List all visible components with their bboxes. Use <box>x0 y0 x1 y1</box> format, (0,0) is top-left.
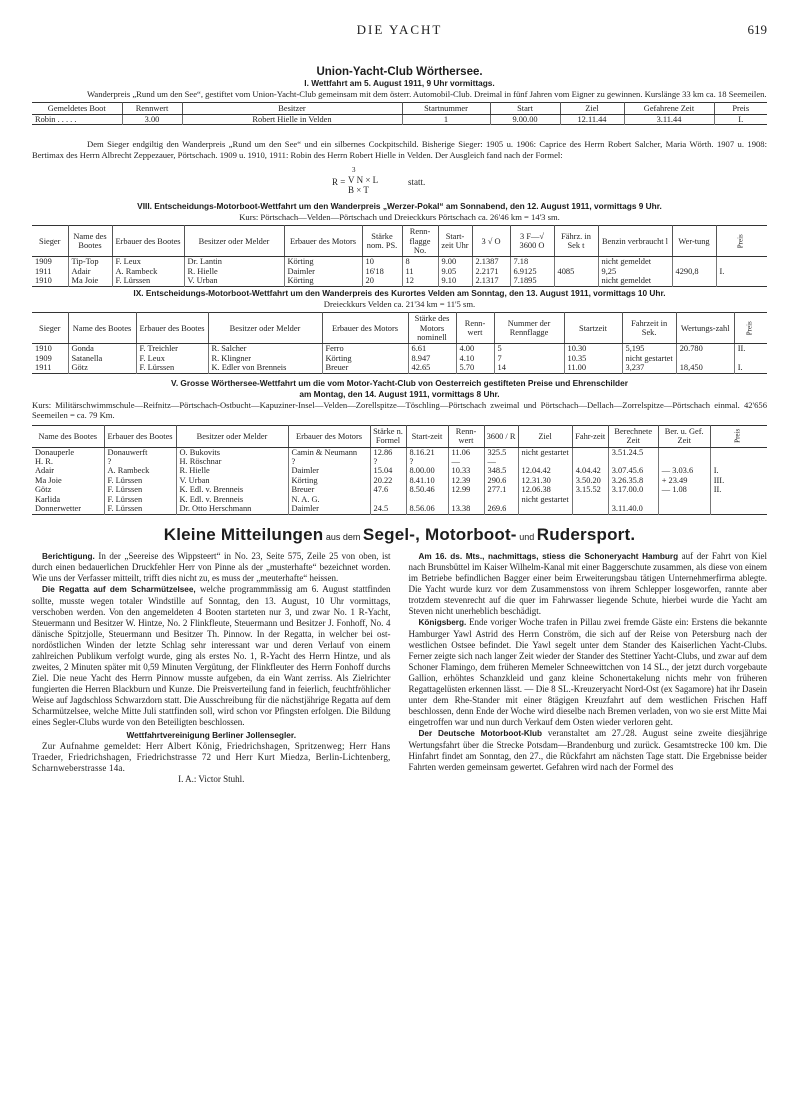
table-row <box>32 344 767 354</box>
formula-denominator: B × T <box>348 184 369 195</box>
table-cell: 3,237 <box>622 363 676 373</box>
table-cell: R. Hielle <box>184 267 284 276</box>
col-header: Renn-wert <box>448 425 484 447</box>
table-row <box>32 354 767 363</box>
table-cell: 16'18 <box>362 267 402 276</box>
col-header: Preis <box>710 425 767 447</box>
table-cell: ? <box>370 457 406 466</box>
table-cell <box>658 504 710 514</box>
berichtigung-paragraph <box>32 551 391 585</box>
table-cell: Götz <box>68 363 136 373</box>
table-cell <box>572 495 608 504</box>
race-1-table <box>32 102 767 126</box>
table-cell: R. Hielle <box>176 466 288 475</box>
table-cell: Adair <box>35 466 55 476</box>
col-header: Ziel <box>560 102 624 114</box>
table-row <box>32 476 767 485</box>
table-row <box>32 504 767 514</box>
col-header: Startzeit <box>564 313 622 344</box>
table-cell: Tip-Top <box>68 257 112 267</box>
race-1-body <box>32 115 767 125</box>
scharmuetzelsee-paragraph <box>32 584 391 727</box>
race-5-header-row <box>32 425 767 447</box>
table-cell: 5 <box>494 344 564 354</box>
table-cell: — 1.08 <box>658 485 710 494</box>
table-cell: A. Rambeck <box>112 267 184 276</box>
col-header: Erbauer des Motors <box>284 226 362 257</box>
table-cell: 42.65 <box>408 363 456 373</box>
table-cell: 3.51.24.5 <box>608 447 658 457</box>
table-cell: F. Leux <box>136 354 208 363</box>
table-cell: O. Bukovits <box>176 447 288 457</box>
table-cell: Donauwerft <box>104 447 176 457</box>
table-cell: F. Lürssen <box>136 363 208 373</box>
table-cell <box>672 257 716 267</box>
table-cell: 3.11.44 <box>624 115 714 125</box>
table-cell: F. Lürssen <box>104 476 176 485</box>
table-cell: 2.1387 <box>472 257 510 267</box>
table-cell: 3.07.45.6 <box>608 466 658 475</box>
table-cell <box>676 354 734 363</box>
table-cell: F. Lürssen <box>112 276 184 286</box>
table-cell: 10.35 <box>564 354 622 363</box>
two-column-body <box>32 551 767 785</box>
right-column <box>409 551 768 785</box>
table-cell: nicht gestartet <box>622 354 676 363</box>
table-cell: 1910 <box>35 276 52 286</box>
table-cell: Ma Joie <box>35 475 62 485</box>
table-cell: R. Klingner <box>208 354 322 363</box>
table-cell: 325.5 <box>484 447 518 457</box>
table-cell: 4290,8 <box>672 267 716 276</box>
col-header: Stärke des Motors nominell <box>408 313 456 344</box>
table-cell: 8.947 <box>408 354 456 363</box>
table-cell: 1910 <box>35 344 52 354</box>
table-cell: Donauperle <box>35 447 75 457</box>
motorboot-klub-paragraph <box>409 728 768 773</box>
col-header: Name des Bootes <box>32 425 104 447</box>
table-cell: 4.04.42 <box>572 466 608 475</box>
table-cell: 9.00 <box>438 257 472 267</box>
table-cell: Götz <box>35 485 52 495</box>
table-cell: 13.38 <box>448 504 484 514</box>
table-cell <box>710 447 767 457</box>
table-row <box>32 363 767 373</box>
col-header: Besitzer oder Melder <box>176 425 288 447</box>
race-5-heading: V. Grosse Wörthersee-Wettfahrt um die vom Motor-Yacht-Club von Oesterreich gestifteten Preise und Ehrenschilder <box>171 377 628 388</box>
race-8-course: Kurs: Pörtschach—Velden—Pörtschach und Dreieckkurs Pörtschach ca. 26'46 km = 14'3 sm. <box>239 211 560 222</box>
scharmuetzelsee-lead: Die Regatta auf dem Scharmützelsee, <box>42 585 196 595</box>
table-cell <box>406 495 448 504</box>
col-header: Renn-flagge No. <box>402 226 438 257</box>
col-header: Start-zeit Uhr <box>438 226 472 257</box>
table-cell: — 3.03.6 <box>658 466 710 475</box>
scharmuetzelsee-text: welche programmmässig am 6. August stattfinden sollte, musste wegen totaler Windstille auf Sonntag, den 13. August, 10 Uhr vormittags, verschoben werden. Von den angemeldeten 4 Booten starteten nur 3, und zwar No. 1 R-Yacht, Steuermann und Besitzer W. Hintze, No. 2 Flinkfleute, Steuermann und Besitzer J. Fonhoff, No. 4 dänische Spitzjolle, Steuermann und Besitzer Th. Pinnow. In der Regatta, in welcher bei ost-nordöstlichen Winden der letzte Schlag sehr interessant war und deren Verlauf von einem zahlreichen Publikum verfolgt wurde, ging als erstes No. 1, R-Yacht des Herrn Hintze, und als zweites, 2 Minuten später mit 0,59 Minuten Vergütung, der Flinkfleuter des Herrn Fonhoff durchs Ziel. Die neue Yacht des Herrn Pinnow musste aufgeben, da ein Want zerriss. Als Zielrichter fungierten die Herren Blackburn und Kunze. Die Preisverteilung fand in feierlich, feuchtfröhlicher Weise auf Jagdschloss Schwarzdorn statt. Die Ausschreibung für die nächstjährige Regatta auf dem Scharmützelsee, welche Mitte Juli stattfinden soll, wird schon vor Pfingsten erfolgen. Die Bildung eines Segler-Clubs wurde von den Beteiligten beschlossen. <box>32 584 391 727</box>
formula <box>332 165 767 197</box>
col-header: Erbauer des Motors <box>322 313 408 344</box>
table-cell: Dr. Lantin <box>184 257 284 267</box>
table-cell: 20 <box>362 276 402 286</box>
table-cell <box>716 257 767 267</box>
col-header: 3600 / R <box>484 425 518 447</box>
table-cell: 12.86 <box>370 447 406 457</box>
table-row <box>32 466 767 475</box>
formula-lhs: R = <box>332 176 346 187</box>
col-header: Gefahrene Zeit <box>624 102 714 114</box>
table-cell: N. A. G. <box>288 495 370 504</box>
table-cell: 12.39 <box>448 476 484 485</box>
race-1-description: Wanderpreis „Rund um den See“, gestiftet vom Union-Yacht-Club gemeinsam mit dem österr. Automobil-Club. Dreimal in fünf Jahren vom Eigner zu gewinnen. Kurslänge 33 km ca. 18 Seemeilen. <box>87 89 767 99</box>
table-row <box>32 267 767 276</box>
formula-statt: statt. <box>408 176 426 187</box>
table-cell: 1909 <box>35 257 52 267</box>
col-header: Name des Bootes <box>68 313 136 344</box>
table-cell: ? <box>406 457 448 466</box>
table-cell <box>608 457 658 466</box>
table-cell: — <box>484 457 518 466</box>
table-cell: Robert Hielle in Velden <box>182 115 402 125</box>
table-cell <box>658 457 710 466</box>
col-header: Berechnete Zeit <box>608 425 658 447</box>
table-cell <box>710 495 767 504</box>
table-cell: 12.04.42 <box>518 466 572 475</box>
table-cell: 12.11.44 <box>560 115 624 125</box>
table-cell: 3.17.00.0 <box>608 485 658 494</box>
col-header: Erbauer des Bootes <box>104 425 176 447</box>
col-header: Besitzer <box>182 102 402 114</box>
table-cell: 1911 <box>35 363 52 373</box>
table-cell: 10.33 <box>448 466 484 475</box>
table-cell: 11 <box>402 267 438 276</box>
running-header <box>32 18 767 44</box>
table-cell: Karlida <box>35 494 61 504</box>
table-cell: 24.5 <box>370 504 406 514</box>
table-cell: 6.61 <box>408 344 456 354</box>
col-header: 3 √ O <box>472 226 510 257</box>
table-cell: 3.11.40.0 <box>608 504 658 514</box>
table-cell: Daimler <box>288 504 370 514</box>
table-cell: ? <box>104 457 176 466</box>
race-5-course: Kurs: Militärschwimmschule—Reifnitz—Pörtschach-Ostbucht—Kapuziner-Insel—Velden—Zorellspitze—Töschling—Pörtschach zweimal und Pörtschach—Dellach—Zorrelspitze—Pörtschach einmal. 42'656 Seemeilen = ca. 79 Km. <box>32 399 767 421</box>
table-cell: Körting <box>322 354 408 363</box>
table-cell: nicht gestartet <box>518 495 572 504</box>
section-heading-part4: und <box>519 531 535 542</box>
hamburg-text: auf der Fahrt von Kiel nach Brunsbüttel im Kaiser Wilhelm-Kanal mit einer Baggerschute zusammen, als diese von einem im Betriebe befindlichen Bagger einer beim Erweiterungsbau tätigen Unternehmerfirma ablegte. Die Yacht wurde kurz vor dem Zusammenstoss von ihrem Schlepper losgeworfen, rannte aber trotzdem stevenrecht auf die quer im Fahrwasser liegende Schute, hierbei wurde die Yacht am Steven nicht unerheblich beschädigt. <box>408 550 767 617</box>
table-cell: III. <box>710 476 767 485</box>
table-cell: 3.00 <box>122 115 182 125</box>
race-8-heading: VIII. Entscheidungs-Motorboot-Wettfahrt um den Wanderpreis „Werzer-Pokal“ am Sonnabend, den 12. August 1911, vormittags 9 Uhr. <box>137 200 662 211</box>
table-cell: 5,195 <box>622 344 676 354</box>
race-9-heading: IX. Entscheidungs-Motorboot-Wettfahrt um den Wanderpreis des Kurortes Velden am Sonntag, den 13. August 1911, vormittags 10 Uhr. <box>133 287 666 298</box>
table-cell: 12.31.30 <box>518 476 572 485</box>
table-cell: F. Lürssen <box>104 485 176 494</box>
table-cell <box>672 276 716 286</box>
table-cell <box>658 495 710 504</box>
col-header: Name des Bootes <box>68 226 112 257</box>
race-8-body <box>32 257 767 286</box>
table-row <box>32 447 767 457</box>
table-cell: 18,450 <box>676 363 734 373</box>
col-header: Erbauer des Bootes <box>112 226 184 257</box>
col-header: Wertungs-zahl <box>676 313 734 344</box>
table-cell: 9.05 <box>438 267 472 276</box>
table-row <box>32 115 767 125</box>
section-heading-part1: Kleine Mitteilungen <box>163 524 324 544</box>
table-cell: Adair <box>68 267 112 276</box>
table-cell: F. Lürssen <box>104 504 176 514</box>
table-cell: 277.1 <box>484 485 518 494</box>
table-cell: I. <box>716 267 767 276</box>
table-row <box>32 276 767 286</box>
table-cell <box>518 504 572 514</box>
table-cell: 1911 <box>35 266 52 276</box>
table-cell <box>734 354 767 363</box>
table-cell: Körting <box>284 276 362 286</box>
table-cell: 20.780 <box>676 344 734 354</box>
table-cell: 9.10 <box>438 276 472 286</box>
table-cell: 47.6 <box>370 485 406 494</box>
table-cell: I. <box>734 363 767 373</box>
table-cell: 12 <box>402 276 438 286</box>
table-cell: 2.1317 <box>472 276 510 286</box>
col-header: Ziel <box>518 425 572 447</box>
table-cell: Breuer <box>288 485 370 494</box>
table-cell: 1 <box>402 115 490 125</box>
table-cell: F. Treichler <box>136 344 208 354</box>
table-cell: 14 <box>494 363 564 373</box>
section-heading <box>32 525 767 545</box>
col-header: Besitzer oder Melder <box>184 226 284 257</box>
table-cell <box>554 276 598 286</box>
table-cell: 8.50.46 <box>406 485 448 494</box>
section-heading-part2: aus dem <box>325 531 361 542</box>
table-cell: 269.6 <box>484 504 518 514</box>
table-cell: 12.99 <box>448 485 484 494</box>
table-cell: I. <box>714 115 767 125</box>
race-9-body <box>32 344 767 373</box>
page <box>32 18 767 785</box>
club-heading: Union-Yacht-Club Wörthersee. <box>316 66 483 78</box>
table-cell: 3.15.52 <box>572 485 608 494</box>
col-header: Sieger <box>32 226 68 257</box>
table-cell: 10 <box>362 257 402 267</box>
table-cell: 8.16.21 <box>406 447 448 457</box>
table-cell: 4.00 <box>456 344 494 354</box>
col-header: Preis <box>734 313 767 344</box>
col-header: Sieger <box>32 313 68 344</box>
col-header: Preis <box>716 226 767 257</box>
table-cell: nicht gemeldet <box>598 257 672 267</box>
table-cell: 8.00.00 <box>406 466 448 475</box>
table-cell: 20.22 <box>370 476 406 485</box>
table-cell <box>572 447 608 457</box>
jollensegler-paragraph: Zur Aufnahme gemeldet: Herr Albert König, Friedrichshagen, Spritzenweg; Herr Hans Traeder, Friedrichshagen, Friedrichstrasse 72 und Herr Kurt Miedza, Berlin-Lichtenberg, Scharnweberstrasse 14a. <box>32 740 391 773</box>
table-cell: Dr. Otto Herschmann <box>176 504 288 514</box>
table-cell: nicht gemeldet <box>598 276 672 286</box>
table-cell: II. <box>710 485 767 494</box>
table-cell: 4.10 <box>456 354 494 363</box>
table-cell: V. Urban <box>176 476 288 485</box>
table-cell: H. R. <box>35 457 53 467</box>
col-header: Renn-wert <box>456 313 494 344</box>
col-header: Fährz. in Sek t <box>554 226 598 257</box>
table-cell: 15.04 <box>370 466 406 475</box>
race-8-header-row <box>32 226 767 257</box>
table-cell: — <box>448 457 484 466</box>
table-cell: 7.1895 <box>510 276 554 286</box>
table-cell <box>554 257 598 267</box>
race-9-table <box>32 312 767 373</box>
table-cell: 8.41.10 <box>406 476 448 485</box>
table-row <box>32 457 767 466</box>
table-row <box>32 257 767 267</box>
section-heading-part3: Segel-, Motorboot- <box>362 524 517 544</box>
table-cell: 10.30 <box>564 344 622 354</box>
table-cell: 9,25 <box>598 267 672 276</box>
table-cell: Camin & Neumann <box>288 447 370 457</box>
table-cell: 348.5 <box>484 466 518 475</box>
race-1-header-row <box>32 102 767 114</box>
table-cell: ? <box>288 457 370 466</box>
hamburg-paragraph <box>409 551 768 618</box>
table-cell: 3.26.35.8 <box>608 476 658 485</box>
table-cell <box>716 276 767 286</box>
koenigsberg-text: Ende voriger Woche trafen in Pillau zwei fremde Gäste ein: Erstens die bekannte Hamburger Yawl Astrid des Herrn Conström, die sich auf der Reise von Petersburg nach der westlichen Ostsee befindet. Die Yawl segelt unter dem Stander des Kaiserlichen Yacht-Clubs. Ferner zeigte sich nach langer Zeit wieder der Stander des Stettiner Yacht-Clubs, und zwar auf dem Schoner Flamingo, dem früheren Memeler Schneewittchen von 14 SL., der jetzt durch vorgebaute Gallion, erhöhtes Schanzkleid und ganz kleine Schonertakelung nichts mehr von früheren Regattagelüsten erkennen lässt. — Die 8 SL.-Kreuzeryacht Nord-Ost (ex Sagamore) hat ihr Dasein unter dem Rhe-Stander mit einer 8tägigen Kreuzfahrt auf dem westlichen Frischen Haff beschlossen, denn Ende der Woche wird dieselbe nach Bremen verladen, von wo sie erst Mitte Mai eingetroffen war und nun durch Verkauf dem Osten wieder verloren geht. <box>408 617 767 727</box>
table-cell <box>370 495 406 504</box>
table-row <box>32 495 767 504</box>
col-header: Start-zeit <box>406 425 448 447</box>
koenigsberg-paragraph <box>409 617 768 728</box>
table-cell <box>608 495 658 504</box>
koenigsberg-lead: Königsberg. <box>418 618 467 628</box>
col-header: 3 F—√ 3600 O <box>510 226 554 257</box>
formula-numerator: V N × L <box>348 174 379 185</box>
col-header: Stärke nom. PS. <box>362 226 402 257</box>
table-cell: K. Edler von Brenneis <box>208 363 322 373</box>
table-cell: Robin . . . . . <box>35 115 77 124</box>
table-cell: Körting <box>288 476 370 485</box>
col-header: Nummer der Rennflagge <box>494 313 564 344</box>
formula-index: 3 <box>352 165 356 174</box>
col-header: Stärke n. Formel <box>370 425 406 447</box>
table-cell: I. <box>710 466 767 475</box>
formula-radical <box>348 165 378 195</box>
table-cell <box>572 504 608 514</box>
table-cell: K. Edl. v. Brenneis <box>176 485 288 494</box>
col-header: Fahrzeit in Sek. <box>622 313 676 344</box>
table-cell: Gonda <box>68 344 136 354</box>
table-cell: Breuer <box>322 363 408 373</box>
col-header: Start <box>490 102 560 114</box>
table-cell: A. Rambeck <box>104 466 176 475</box>
col-header: Wer-tung <box>672 226 716 257</box>
table-cell: 290.6 <box>484 476 518 485</box>
table-cell: 2.2171 <box>472 267 510 276</box>
table-cell <box>448 495 484 504</box>
table-cell <box>710 457 767 466</box>
col-header: Erbauer des Motors <box>288 425 370 447</box>
col-header: Startnummer <box>402 102 490 114</box>
table-cell: nicht gestartet <box>518 447 572 457</box>
race-1-heading: I. Wettfahrt am 5. August 1911, 9 Uhr vormittags. <box>304 78 495 88</box>
col-header: Gemeldetes Boot <box>32 102 122 114</box>
table-cell: Satanella <box>68 354 136 363</box>
race-9-course: Dreieckkurs Velden ca. 21'34 km = 11'5 sm. <box>323 298 476 309</box>
table-cell: R. Salcher <box>208 344 322 354</box>
table-cell: 3.50.20 <box>572 476 608 485</box>
race-5-table <box>32 425 767 515</box>
jollensegler-heading: Wettfahrtvereinigung Berliner Jollensegler. <box>126 729 296 740</box>
table-cell <box>484 495 518 504</box>
table-cell: F. Leux <box>112 257 184 267</box>
table-cell: 8 <box>402 257 438 267</box>
table-cell: + 23.49 <box>658 476 710 485</box>
table-cell: Donnerwetter <box>35 504 82 514</box>
table-cell: Daimler <box>288 466 370 475</box>
table-cell: F. Lürssen <box>104 495 176 504</box>
table-cell: H. Röschnar <box>176 457 288 466</box>
signature: I. A.: Victor Stuhl. <box>178 773 245 784</box>
table-cell: 11.00 <box>564 363 622 373</box>
table-cell <box>518 457 572 466</box>
table-cell: 8.56.06 <box>406 504 448 514</box>
table-cell: Ferro <box>322 344 408 354</box>
race-5-heading-date: am Montag, den 14. August 1911, vormittags 8 Uhr. <box>299 388 500 399</box>
col-header: Besitzer oder Melder <box>208 313 322 344</box>
table-cell: 5.70 <box>456 363 494 373</box>
berichtigung-lead: Berichtigung. <box>42 551 95 561</box>
page-number: 619 <box>747 22 767 37</box>
berichtigung-text: In der „Seereise des Wippsteert“ in No. 23, Seite 575, Zeile 25 von oben, ist durch einen bedauerlichen Druckfehler Herr von Pinne als der „musterhafte“ bezeichnet worden. Wie uns der Verfasser mitteilt, trifft dies nicht zu, es muss der „meuterhafte“ heissen. <box>32 550 391 584</box>
table-cell: II. <box>734 344 767 354</box>
journal-title: DIE YACHT <box>356 22 443 37</box>
motorboot-klub-lead: Der Deutsche Motorboot-Klub <box>418 728 543 738</box>
table-cell: V. Urban <box>184 276 284 286</box>
col-header: Fahr-zeit <box>572 425 608 447</box>
race-9-header-row <box>32 313 767 344</box>
table-cell: 11.06 <box>448 447 484 457</box>
table-cell: 1909 <box>35 353 52 363</box>
table-cell: 6.9125 <box>510 267 554 276</box>
table-cell: K. Edl. v. Brenneis <box>176 495 288 504</box>
table-cell: 4085 <box>554 267 598 276</box>
col-header: Benzin verbraucht l <box>598 226 672 257</box>
table-cell: 7.18 <box>510 257 554 267</box>
table-cell <box>710 504 767 514</box>
table-cell: 12.06.38 <box>518 485 572 494</box>
table-cell <box>572 457 608 466</box>
race-8-table <box>32 225 767 286</box>
race-1-note: Dem Sieger endgiltig den Wanderpreis „Rund um den See“ und ein silbernes Cockpitschild. Bisherige Sieger: 1905 u. 1906: Caprice des Herrn Robert Salcher, Maria Wörth. 1907 u. 1908: Bertimax des Herrn Albrecht Zeppezauer, Pörtschach. 1909 u. 1910, 1911: Robin des Herrn Robert Hielle in Velden. Der Ausgleich fand nach der Formel: <box>32 139 767 160</box>
motorboot-klub-text: veranstaltet am 27./28. August seine zweite diesjährige Wertungsfahrt über die Strecke Potsdam—Brandenburg und zurück. Gesamtstrecke 100 km. Die Hinfahrt findet am Sonntag, den 27., die Rückfahrt am nächsten Tage statt. Die Ergebnisse beider Fahrten werden gemeinsam gewertet. Gefahren wird nach der Formel des <box>408 727 768 772</box>
race-5-body <box>32 447 767 514</box>
hamburg-lead: Am 16. ds. Mts., nachmittags, stiess die Schoneryacht Hamburg <box>418 551 679 561</box>
table-cell: Ma Joie <box>68 276 112 286</box>
left-column <box>32 551 391 785</box>
col-header: Preis <box>714 102 767 114</box>
col-header: Ber. u. Gef. Zeit <box>658 425 710 447</box>
table-cell: 7 <box>494 354 564 363</box>
table-cell: 9.00.00 <box>490 115 560 125</box>
table-row <box>32 485 767 494</box>
table-cell <box>658 447 710 457</box>
col-header: Rennwert <box>122 102 182 114</box>
table-cell: Körting <box>284 257 362 267</box>
table-cell: Daimler <box>284 267 362 276</box>
section-heading-part5: Rudersport. <box>536 524 636 544</box>
col-header: Erbauer des Bootes <box>136 313 208 344</box>
